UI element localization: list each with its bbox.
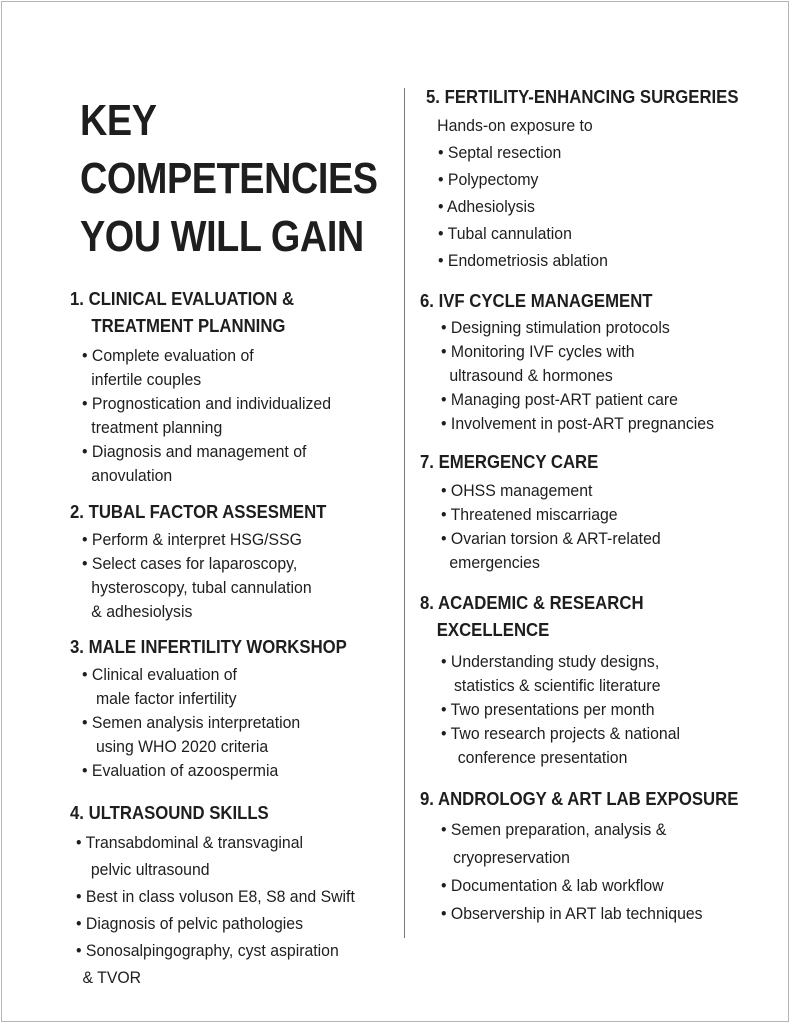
list-item: • Diagnosis of pelvic pathologies <box>76 914 304 933</box>
list-item: • Perform & interpret HSG/SSG <box>82 530 302 549</box>
section-clinical-evaluation <box>70 286 350 488</box>
section-academic-research <box>420 590 698 770</box>
heading-line-2: EXCELLENCE <box>436 620 550 640</box>
title-line-2: COMPETENCIES <box>80 154 378 203</box>
list-item: • Ovarian torsion & ART-related emergencies <box>441 529 661 572</box>
bullet-list <box>70 829 376 991</box>
list-item: • Transabdominal & transvaginal pelvic ultrasound <box>76 833 304 879</box>
list-item: • Diagnosis and management of anovulation <box>82 442 307 485</box>
section-andrology-lab <box>420 786 762 928</box>
bullet-list <box>420 479 677 575</box>
section-heading: 7. EMERGENCY CARE <box>420 452 599 472</box>
list-item: • Evaluation of azoospermia <box>82 761 279 780</box>
section-fertility-surgeries <box>426 84 762 274</box>
heading-line-2: TREATMENT PLANNING <box>91 316 286 336</box>
bullet-list <box>420 316 735 436</box>
list-item: • Monitoring IVF cycles with ultrasound & hormones <box>441 342 635 385</box>
section-heading <box>420 590 679 644</box>
section-emergency-care <box>420 449 677 575</box>
list-item: • Managing post-ART patient care <box>441 390 678 409</box>
bullet-list <box>70 528 346 624</box>
list-item: • Tubal cannulation <box>438 224 572 243</box>
list-item: • Adhesiolysis <box>438 197 535 216</box>
section-male-infertility <box>70 634 368 783</box>
list-item: • Understanding study designs, statistics & scientific literature <box>441 652 661 695</box>
list-item: • Threatened miscarriage <box>441 505 618 524</box>
column-divider <box>404 88 405 938</box>
list-item: • Observership in ART lab techniques <box>441 904 703 923</box>
list-item: • Best in class voluson E8, S8 and Swift <box>76 887 355 906</box>
section-heading: 4. ULTRASOUND SKILLS <box>70 803 269 823</box>
list-item: • Documentation & lab workflow <box>441 876 664 895</box>
heading-line-1: 1. CLINICAL EVALUATION & <box>70 289 295 309</box>
bullet-list <box>426 139 762 274</box>
list-item: • Sonosalpingography, cyst aspiration & TVOR <box>76 941 339 987</box>
list-item: • Semen preparation, analysis & cryopreservation <box>441 820 667 867</box>
bullet-list <box>420 816 762 928</box>
list-item: • Complete evaluation of infertile couples <box>82 346 254 389</box>
list-item: • Involvement in post-ART pregnancies <box>441 414 714 433</box>
section-ultrasound-skills <box>70 800 376 991</box>
section-heading: 9. ANDROLOGY & ART LAB EXPOSURE <box>420 789 739 809</box>
heading-line-1: 8. ACADEMIC & RESEARCH <box>420 593 644 613</box>
section-heading: 5. FERTILITY-ENHANCING SURGERIES <box>426 87 739 107</box>
page-title <box>80 92 378 266</box>
list-item: • Septal resection <box>438 143 562 162</box>
list-item: • Polypectomy <box>438 170 539 189</box>
section-heading <box>70 286 330 340</box>
list-item: • OHSS management <box>441 481 593 500</box>
title-line-1: KEY <box>80 96 157 145</box>
section-heading: 6. IVF CYCLE MANAGEMENT <box>420 291 653 311</box>
section-intro: Hands-on exposure to <box>437 116 593 135</box>
section-tubal-factor <box>70 499 346 624</box>
bullet-list <box>420 650 698 770</box>
list-item: • Semen analysis interpretation using WHO 2020 criteria <box>82 713 301 756</box>
section-heading: 3. MALE INFERTILITY WORKSHOP <box>70 637 347 657</box>
section-ivf-cycle <box>420 288 735 436</box>
list-item: • Prognostication and individualized treatment planning <box>82 394 331 437</box>
list-item: • Two presentations per month <box>441 700 655 719</box>
list-item: • Endometriosis ablation <box>438 251 608 270</box>
section-heading: 2. TUBAL FACTOR ASSESMENT <box>70 502 327 522</box>
bullet-list <box>70 344 350 488</box>
list-item: • Clinical evaluation of male factor infertility <box>82 665 237 708</box>
list-item: • Designing stimulation protocols <box>441 318 670 337</box>
list-item: • Select cases for laparoscopy, hysteroscopy, tubal cannulation & adhesiolysis <box>82 554 312 621</box>
list-item: • Two research projects & national conference presentation <box>441 724 681 767</box>
bullet-list <box>70 663 368 783</box>
title-line-3: YOU WILL GAIN <box>80 212 364 261</box>
